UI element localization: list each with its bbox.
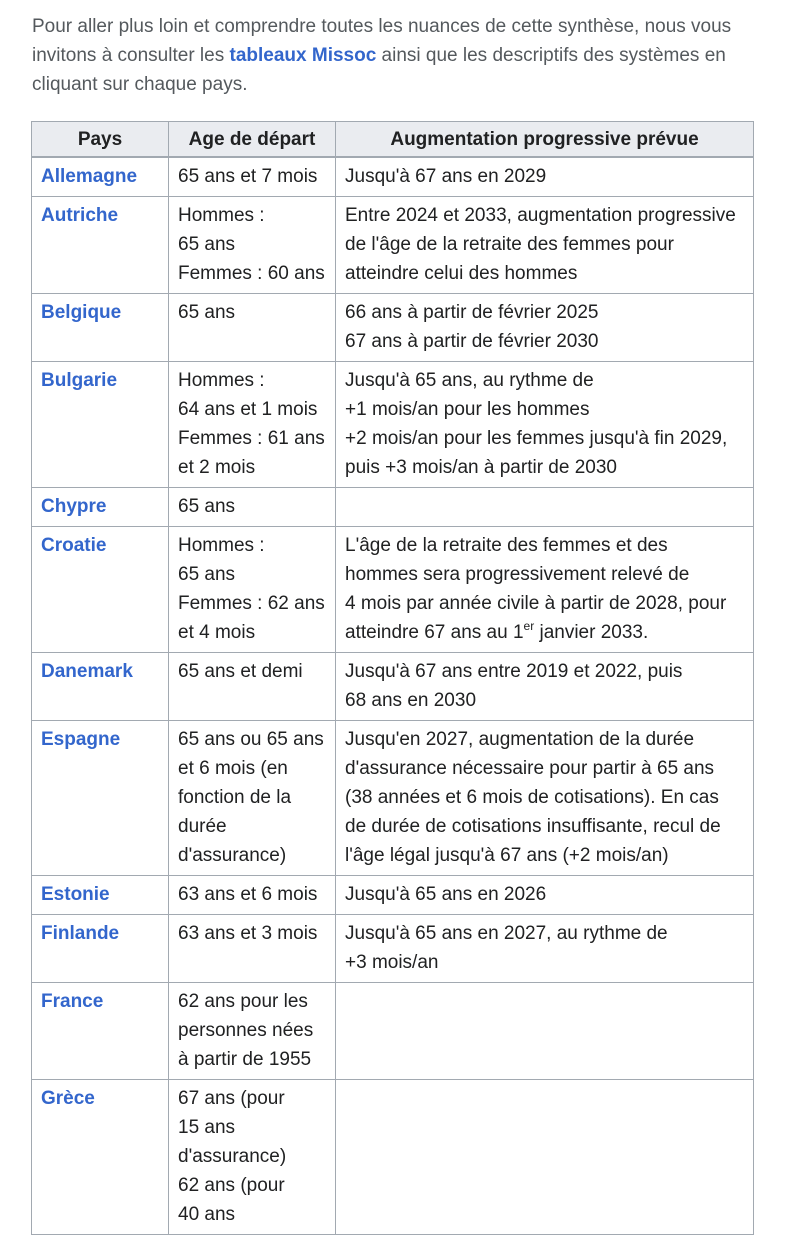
increase-cell (336, 362, 754, 488)
country-link[interactable]: Espagne (41, 729, 121, 750)
table-row (32, 294, 754, 362)
age-cell (169, 527, 336, 653)
age-cell (169, 721, 336, 876)
age-cell (169, 876, 336, 915)
increase-line: (38 années et 6 mois de cotisations). En cas (345, 787, 719, 808)
age-line: 65 ans (178, 564, 236, 585)
age-line: et 6 mois (en (178, 758, 288, 779)
increase-line: Jusqu'à 65 ans en 2026 (345, 884, 547, 905)
age-line: Hommes : (178, 370, 265, 391)
increase-cell (336, 876, 754, 915)
table-row (32, 653, 754, 721)
increase-cell (336, 527, 754, 653)
age-cell (169, 362, 336, 488)
table-row (32, 876, 754, 915)
age-line: personnes nées (178, 1020, 314, 1041)
country-link[interactable]: Autriche (41, 205, 119, 226)
age-line: fonction de la (178, 787, 292, 808)
table-row (32, 362, 754, 488)
table-row (32, 488, 754, 527)
age-cell (169, 1080, 336, 1235)
increase-line: +1 mois/an pour les hommes (345, 399, 590, 420)
country-cell (32, 876, 169, 915)
increase-line: Jusqu'à 65 ans en 2027, au rythme de (345, 923, 668, 944)
age-cell (169, 294, 336, 362)
increase-line: d'assurance nécessaire pour partir à 65 ans (345, 758, 715, 779)
age-cell (169, 157, 336, 197)
table-header-row (32, 122, 754, 158)
country-link[interactable]: Estonie (41, 884, 110, 905)
age-line: et 4 mois (178, 622, 256, 643)
intro-text-end: ainsi que les descriptifs des systèmes en cliquant sur chaque pays. (32, 45, 726, 95)
age-line: 62 ans pour les (178, 991, 308, 1012)
age-line: 65 ans ou 65 ans (178, 729, 324, 750)
age-line: 15 ans (178, 1117, 236, 1138)
age-line: 65 ans (178, 234, 236, 255)
age-line: 63 ans et 6 mois (178, 884, 318, 905)
table-row (32, 527, 754, 653)
age-line: Hommes : (178, 205, 265, 226)
increase-line: Jusqu'à 67 ans en 2029 (345, 166, 547, 187)
age-line: Femmes : 61 ans (178, 428, 325, 449)
country-cell (32, 527, 169, 653)
age-line: 65 ans (178, 302, 236, 323)
increase-line: +2 mois/an pour les femmes jusqu'à fin 2029, (345, 428, 728, 449)
country-link[interactable]: France (41, 991, 104, 1012)
age-line: 40 ans (178, 1204, 236, 1225)
increase-line: de l'âge de la retraite des femmes pour (345, 234, 674, 255)
country-link[interactable]: Belgique (41, 302, 122, 323)
intro-text-start: Pour aller plus loin et comprendre toutes les nuances de cette synthèse, nous vous invitons à consulter les (32, 16, 732, 66)
increase-line: 66 ans à partir de février 2025 (345, 302, 599, 323)
increase-line: de durée de cotisations insuffisante, recul de (345, 816, 721, 837)
increase-line: Entre 2024 et 2033, augmentation progressive (345, 205, 736, 226)
country-cell (32, 653, 169, 721)
header-age: Age de départ (169, 122, 336, 158)
country-link[interactable]: Allemagne (41, 166, 138, 187)
increase-cell (336, 157, 754, 197)
age-line: Femmes : 62 ans (178, 593, 325, 614)
age-cell (169, 653, 336, 721)
table-row (32, 1080, 754, 1235)
age-cell (169, 915, 336, 983)
ordinal-superscript: er (523, 618, 535, 633)
increase-line: hommes sera progressivement relevé de (345, 564, 690, 585)
age-cell (169, 983, 336, 1080)
table-row (32, 197, 754, 294)
country-link[interactable]: Grèce (41, 1088, 95, 1109)
increase-line: 4 mois par année civile à partir de 2028, pour (345, 593, 727, 614)
increase-line: atteindre celui des hommes (345, 263, 578, 284)
age-line: et 2 mois (178, 457, 256, 478)
header-increase: Augmentation progressive prévue (336, 122, 754, 158)
age-line: d'assurance) (178, 1146, 287, 1167)
increase-line-text: janvier 2033. (534, 622, 649, 643)
country-cell (32, 488, 169, 527)
increase-line: L'âge de la retraite des femmes et des (345, 535, 668, 556)
increase-cell (336, 294, 754, 362)
age-line: à partir de 1955 (178, 1049, 312, 1070)
age-line: durée (178, 816, 227, 837)
country-cell (32, 915, 169, 983)
country-cell (32, 983, 169, 1080)
age-cell (169, 197, 336, 294)
increase-line: 68 ans en 2030 (345, 690, 477, 711)
increase-line-text: atteindre 67 ans au 1 (345, 622, 524, 643)
increase-cell (336, 721, 754, 876)
increase-cell (336, 1080, 754, 1235)
retirement-age-table (31, 121, 754, 1235)
age-line: 65 ans (178, 496, 236, 517)
country-cell (32, 362, 169, 488)
age-line: 64 ans et 1 mois (178, 399, 318, 420)
increase-line: +3 mois/an (345, 952, 439, 973)
country-cell (32, 157, 169, 197)
table-body (32, 157, 754, 1235)
age-line: 67 ans (pour (178, 1088, 285, 1109)
country-cell (32, 294, 169, 362)
country-link[interactable]: Finlande (41, 923, 120, 944)
age-line: 62 ans (pour (178, 1175, 285, 1196)
increase-cell (336, 653, 754, 721)
table-row (32, 983, 754, 1080)
age-line: 65 ans et demi (178, 661, 303, 682)
increase-cell (336, 983, 754, 1080)
country-link[interactable]: Croatie (41, 535, 107, 556)
increase-line (345, 618, 744, 647)
age-line: d'assurance) (178, 845, 287, 866)
country-cell (32, 721, 169, 876)
table-row (32, 915, 754, 983)
increase-cell (336, 197, 754, 294)
age-line: Femmes : 60 ans (178, 263, 325, 284)
increase-line: Jusqu'en 2027, augmentation de la durée (345, 729, 695, 750)
increase-line: l'âge légal jusqu'à 67 ans (+2 mois/an) (345, 845, 669, 866)
increase-line: puis +3 mois/an à partir de 2030 (345, 457, 617, 478)
country-link[interactable]: Bulgarie (41, 370, 118, 391)
country-cell (32, 197, 169, 294)
missoc-tables-link[interactable]: tableaux Missoc (229, 45, 377, 66)
country-link[interactable]: Danemark (41, 661, 133, 682)
increase-line: 67 ans à partir de février 2030 (345, 331, 599, 352)
country-cell (32, 1080, 169, 1235)
age-cell (169, 488, 336, 527)
increase-cell (336, 488, 754, 527)
increase-cell (336, 915, 754, 983)
increase-line: Jusqu'à 65 ans, au rythme de (345, 370, 594, 391)
age-line: Hommes : (178, 535, 265, 556)
age-line: 65 ans et 7 mois (178, 166, 318, 187)
age-line: 63 ans et 3 mois (178, 923, 318, 944)
table-row (32, 721, 754, 876)
intro-paragraph (32, 12, 772, 99)
table-row (32, 157, 754, 197)
country-link[interactable]: Chypre (41, 496, 107, 517)
header-country: Pays (32, 122, 169, 158)
increase-line: Jusqu'à 67 ans entre 2019 et 2022, puis (345, 661, 683, 682)
